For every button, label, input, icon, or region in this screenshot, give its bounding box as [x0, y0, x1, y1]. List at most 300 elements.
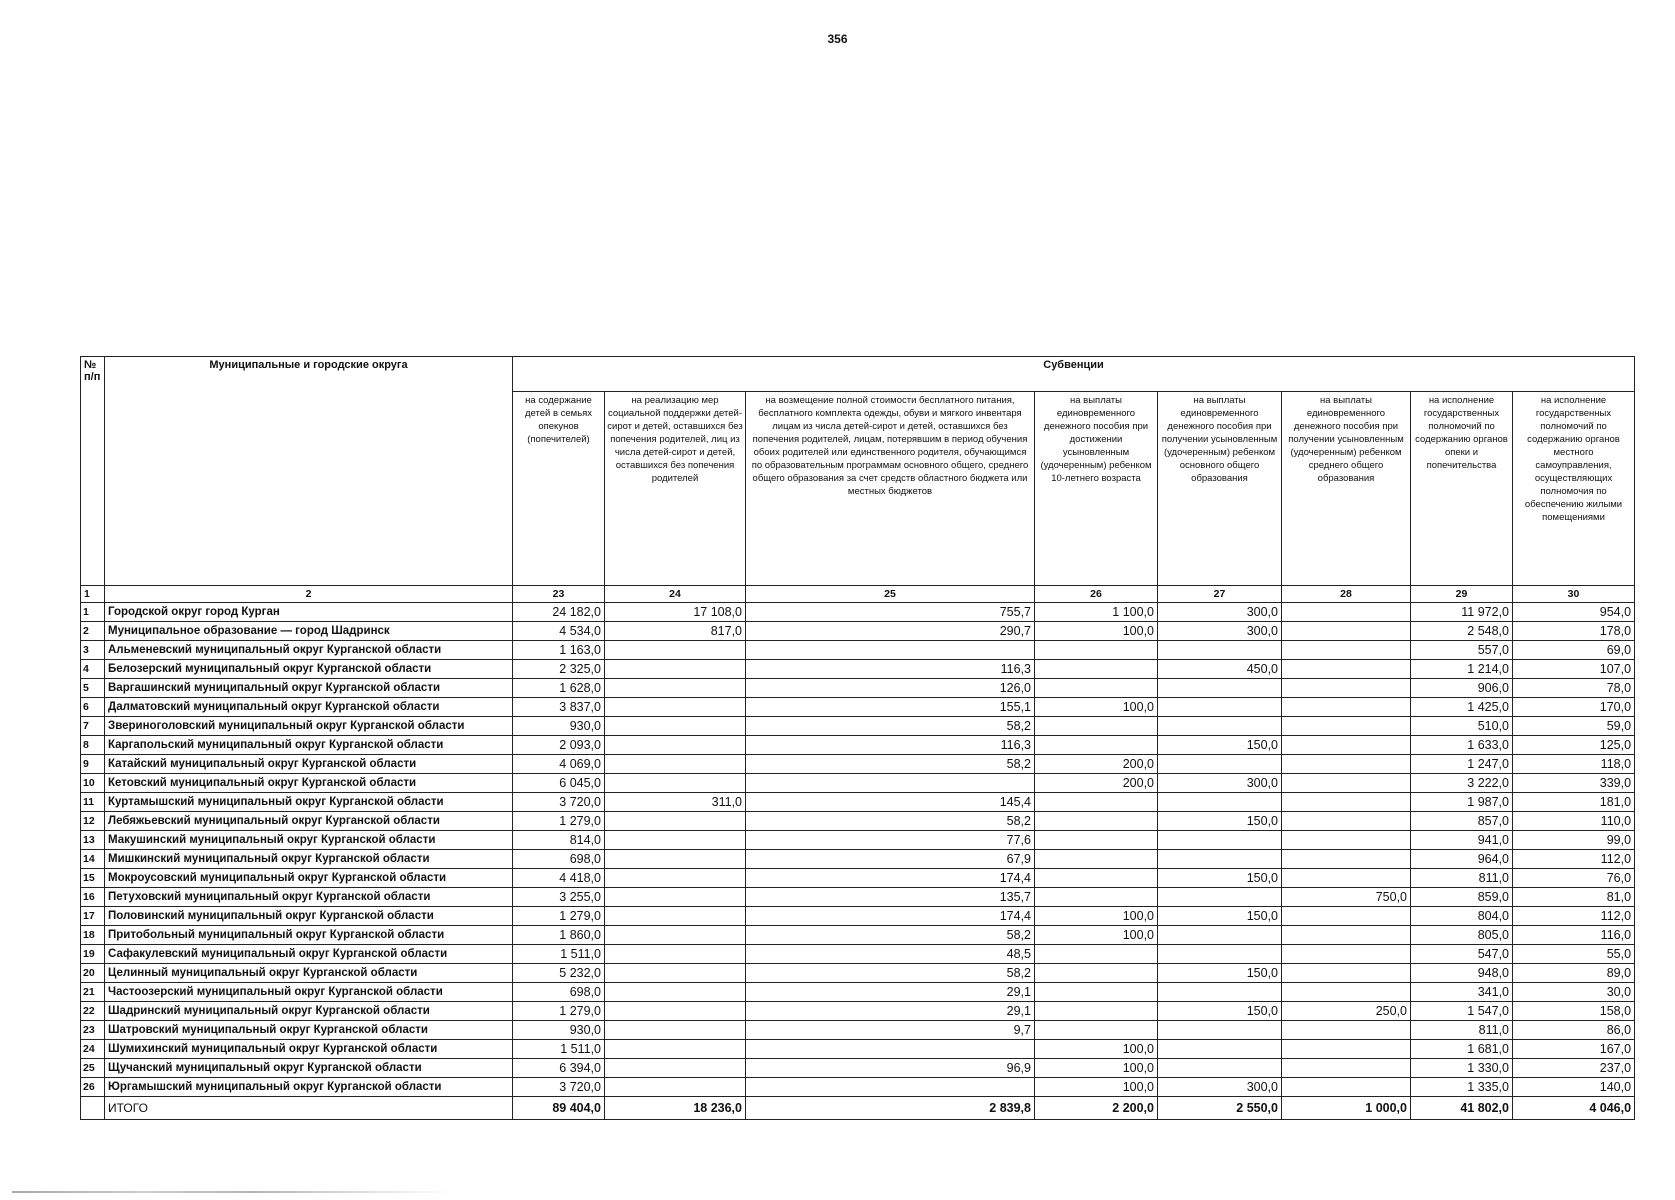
- value-cell: 1 511,0: [513, 945, 605, 964]
- table-row: [81, 964, 1635, 983]
- value-cell: [1282, 869, 1411, 888]
- header-no: № п/п: [81, 357, 105, 586]
- value-cell: [1035, 793, 1158, 812]
- column-number: 27: [1158, 586, 1282, 603]
- value-cell: 300,0: [1158, 603, 1282, 622]
- subventions-table: [80, 356, 1635, 1120]
- table-row: [81, 983, 1635, 1002]
- value-cell: 341,0: [1411, 983, 1513, 1002]
- value-cell: 76,0: [1513, 869, 1635, 888]
- value-cell: [1158, 679, 1282, 698]
- value-cell: 339,0: [1513, 774, 1635, 793]
- table-row: [81, 850, 1635, 869]
- value-cell: [1282, 1059, 1411, 1078]
- value-cell: [1158, 1059, 1282, 1078]
- value-cell: 116,3: [746, 660, 1035, 679]
- value-cell: 750,0: [1282, 888, 1411, 907]
- value-cell: [1282, 907, 1411, 926]
- value-cell: 17 108,0: [605, 603, 746, 622]
- row-number: 14: [81, 850, 105, 869]
- value-cell: 100,0: [1035, 1078, 1158, 1097]
- value-cell: 857,0: [1411, 812, 1513, 831]
- district-name: Макушинский муниципальный округ Курганской области: [105, 831, 513, 850]
- total-row: [81, 1097, 1635, 1120]
- value-cell: 112,0: [1513, 907, 1635, 926]
- table-row: [81, 736, 1635, 755]
- header-col-27: на выплаты единовременного денежного пособия при получении усыновленным (удочеренным) ребенком основного общего образования: [1158, 392, 1282, 586]
- value-cell: 67,9: [746, 850, 1035, 869]
- value-cell: 3 255,0: [513, 888, 605, 907]
- district-name: Притобольный муниципальный округ Курганской области: [105, 926, 513, 945]
- header-subventions: Субвенции: [513, 357, 1635, 392]
- total-value: 2 200,0: [1035, 1097, 1158, 1120]
- value-cell: 29,1: [746, 1002, 1035, 1021]
- table-row: [81, 698, 1635, 717]
- column-number: 23: [513, 586, 605, 603]
- total-value: 2 550,0: [1158, 1097, 1282, 1120]
- value-cell: 100,0: [1035, 926, 1158, 945]
- value-cell: 300,0: [1158, 1078, 1282, 1097]
- value-cell: [1035, 964, 1158, 983]
- row-number: 23: [81, 1021, 105, 1040]
- value-cell: [1035, 1021, 1158, 1040]
- value-cell: [746, 1078, 1035, 1097]
- value-cell: [1035, 945, 1158, 964]
- total-value: 1 000,0: [1282, 1097, 1411, 1120]
- value-cell: [1035, 888, 1158, 907]
- value-cell: [1282, 850, 1411, 869]
- row-number: 24: [81, 1040, 105, 1059]
- value-cell: [605, 736, 746, 755]
- district-name: Белозерский муниципальный округ Курганской области: [105, 660, 513, 679]
- total-row-no: [81, 1097, 105, 1120]
- value-cell: [1282, 793, 1411, 812]
- row-number: 12: [81, 812, 105, 831]
- value-cell: 150,0: [1158, 907, 1282, 926]
- value-cell: 150,0: [1158, 1002, 1282, 1021]
- value-cell: 3 720,0: [513, 1078, 605, 1097]
- row-number: 22: [81, 1002, 105, 1021]
- value-cell: 11 972,0: [1411, 603, 1513, 622]
- row-number: 8: [81, 736, 105, 755]
- table-row: [81, 831, 1635, 850]
- value-cell: 3 222,0: [1411, 774, 1513, 793]
- value-cell: [605, 717, 746, 736]
- value-cell: [1035, 869, 1158, 888]
- row-number: 5: [81, 679, 105, 698]
- header-districts: Муниципальные и городские округа: [105, 357, 513, 586]
- value-cell: 557,0: [1411, 641, 1513, 660]
- value-cell: [1158, 793, 1282, 812]
- row-number: 16: [81, 888, 105, 907]
- value-cell: [1035, 1002, 1158, 1021]
- total-value: 41 802,0: [1411, 1097, 1513, 1120]
- value-cell: 100,0: [1035, 1040, 1158, 1059]
- value-cell: [1158, 1021, 1282, 1040]
- value-cell: 547,0: [1411, 945, 1513, 964]
- value-cell: 930,0: [513, 717, 605, 736]
- district-name: Катайский муниципальный округ Курганской области: [105, 755, 513, 774]
- value-cell: 510,0: [1411, 717, 1513, 736]
- value-cell: [1035, 812, 1158, 831]
- district-name: Лебяжьевский муниципальный округ Курганской области: [105, 812, 513, 831]
- table-header: [81, 357, 1635, 603]
- value-cell: 698,0: [513, 850, 605, 869]
- value-cell: 1 633,0: [1411, 736, 1513, 755]
- header-col-26: на выплаты единовременного денежного пособия при достижении усыновленным (удочеренным) ребенком 10-летнего возраста: [1035, 392, 1158, 586]
- column-number: 2: [105, 586, 513, 603]
- column-number: 1: [81, 586, 105, 603]
- value-cell: 811,0: [1411, 869, 1513, 888]
- value-cell: 55,0: [1513, 945, 1635, 964]
- value-cell: 5 232,0: [513, 964, 605, 983]
- table-row: [81, 755, 1635, 774]
- district-name: Мокроусовский муниципальный округ Курганской области: [105, 869, 513, 888]
- subventions-table-container: [80, 356, 1634, 1120]
- value-cell: 1 425,0: [1411, 698, 1513, 717]
- value-cell: 96,9: [746, 1059, 1035, 1078]
- value-cell: 941,0: [1411, 831, 1513, 850]
- row-number: 25: [81, 1059, 105, 1078]
- page-number: 356: [827, 32, 848, 46]
- value-cell: [746, 1040, 1035, 1059]
- table-row: [81, 1040, 1635, 1059]
- value-cell: [1158, 641, 1282, 660]
- value-cell: [1282, 641, 1411, 660]
- row-number: 18: [81, 926, 105, 945]
- value-cell: 1 247,0: [1411, 755, 1513, 774]
- value-cell: [1158, 1040, 1282, 1059]
- value-cell: 817,0: [605, 622, 746, 641]
- value-cell: 250,0: [1282, 1002, 1411, 1021]
- value-cell: [605, 945, 746, 964]
- value-cell: 1 330,0: [1411, 1059, 1513, 1078]
- total-value: 89 404,0: [513, 1097, 605, 1120]
- table-body: [81, 603, 1635, 1097]
- value-cell: 805,0: [1411, 926, 1513, 945]
- district-name: Городской округ город Курган: [105, 603, 513, 622]
- value-cell: 99,0: [1513, 831, 1635, 850]
- value-cell: [1282, 1040, 1411, 1059]
- value-cell: [605, 983, 746, 1002]
- value-cell: [746, 641, 1035, 660]
- value-cell: 930,0: [513, 1021, 605, 1040]
- value-cell: 2 548,0: [1411, 622, 1513, 641]
- value-cell: 1 279,0: [513, 907, 605, 926]
- value-cell: [605, 660, 746, 679]
- value-cell: 58,2: [746, 812, 1035, 831]
- row-number: 7: [81, 717, 105, 736]
- column-number: 25: [746, 586, 1035, 603]
- value-cell: [1282, 1078, 1411, 1097]
- value-cell: 155,1: [746, 698, 1035, 717]
- row-number: 17: [81, 907, 105, 926]
- table-row: [81, 622, 1635, 641]
- value-cell: [1158, 983, 1282, 1002]
- value-cell: 126,0: [746, 679, 1035, 698]
- value-cell: 906,0: [1411, 679, 1513, 698]
- row-number: 11: [81, 793, 105, 812]
- table-row: [81, 1021, 1635, 1040]
- value-cell: 86,0: [1513, 1021, 1635, 1040]
- value-cell: 100,0: [1035, 698, 1158, 717]
- value-cell: 77,6: [746, 831, 1035, 850]
- value-cell: [1158, 945, 1282, 964]
- value-cell: 81,0: [1513, 888, 1635, 907]
- value-cell: [1158, 717, 1282, 736]
- value-cell: [1282, 812, 1411, 831]
- value-cell: 158,0: [1513, 1002, 1635, 1021]
- district-name: Альменевский муниципальный округ Курганской области: [105, 641, 513, 660]
- value-cell: 4 418,0: [513, 869, 605, 888]
- value-cell: [605, 850, 746, 869]
- value-cell: 1 681,0: [1411, 1040, 1513, 1059]
- value-cell: 100,0: [1035, 907, 1158, 926]
- value-cell: 112,0: [1513, 850, 1635, 869]
- value-cell: 150,0: [1158, 812, 1282, 831]
- value-cell: 145,4: [746, 793, 1035, 812]
- value-cell: [605, 1040, 746, 1059]
- table-row: [81, 907, 1635, 926]
- value-cell: 58,2: [746, 717, 1035, 736]
- table-row: [81, 812, 1635, 831]
- row-number: 3: [81, 641, 105, 660]
- district-name: Половинский муниципальный округ Курганской области: [105, 907, 513, 926]
- column-number: 29: [1411, 586, 1513, 603]
- value-cell: [605, 1021, 746, 1040]
- table-row: [81, 679, 1635, 698]
- value-cell: 69,0: [1513, 641, 1635, 660]
- value-cell: [1282, 717, 1411, 736]
- column-number: 24: [605, 586, 746, 603]
- value-cell: 59,0: [1513, 717, 1635, 736]
- value-cell: [605, 1002, 746, 1021]
- value-cell: [1035, 831, 1158, 850]
- value-cell: [1035, 717, 1158, 736]
- value-cell: [1158, 888, 1282, 907]
- district-name: Шадринский муниципальный округ Курганской области: [105, 1002, 513, 1021]
- value-cell: 698,0: [513, 983, 605, 1002]
- value-cell: [605, 1059, 746, 1078]
- value-cell: 1 628,0: [513, 679, 605, 698]
- value-cell: [605, 926, 746, 945]
- value-cell: 814,0: [513, 831, 605, 850]
- value-cell: [1282, 1021, 1411, 1040]
- value-cell: [605, 1078, 746, 1097]
- table-row: [81, 1002, 1635, 1021]
- value-cell: [1282, 774, 1411, 793]
- value-cell: 110,0: [1513, 812, 1635, 831]
- row-number: 4: [81, 660, 105, 679]
- value-cell: 29,1: [746, 983, 1035, 1002]
- value-cell: 3 720,0: [513, 793, 605, 812]
- row-number: 9: [81, 755, 105, 774]
- value-cell: [605, 774, 746, 793]
- value-cell: 48,5: [746, 945, 1035, 964]
- district-name: Сафакулевский муниципальный округ Курганской области: [105, 945, 513, 964]
- value-cell: [1282, 983, 1411, 1002]
- value-cell: [1282, 660, 1411, 679]
- district-name: Далматовский муниципальный округ Курганской области: [105, 698, 513, 717]
- district-name: Муниципальное образование — город Шадринск: [105, 622, 513, 641]
- value-cell: 811,0: [1411, 1021, 1513, 1040]
- total-value: 2 839,8: [746, 1097, 1035, 1120]
- value-cell: 118,0: [1513, 755, 1635, 774]
- row-number: 26: [81, 1078, 105, 1097]
- district-name: Звериноголовский муниципальный округ Курганской области: [105, 717, 513, 736]
- table-row: [81, 793, 1635, 812]
- column-number: 26: [1035, 586, 1158, 603]
- value-cell: 150,0: [1158, 736, 1282, 755]
- district-name: Частоозерский муниципальный округ Курганской области: [105, 983, 513, 1002]
- value-cell: [1035, 641, 1158, 660]
- value-cell: 1 100,0: [1035, 603, 1158, 622]
- district-name: Петуховский муниципальный округ Курганской области: [105, 888, 513, 907]
- value-cell: [605, 641, 746, 660]
- table-row: [81, 869, 1635, 888]
- row-number: 1: [81, 603, 105, 622]
- value-cell: [1282, 945, 1411, 964]
- value-cell: 6 045,0: [513, 774, 605, 793]
- value-cell: 1 163,0: [513, 641, 605, 660]
- district-name: Шумихинский муниципальный округ Курганской области: [105, 1040, 513, 1059]
- value-cell: [1158, 755, 1282, 774]
- value-cell: 1 987,0: [1411, 793, 1513, 812]
- header-col-29: на исполнение государственных полномочий по содержанию органов опеки и попечительства: [1411, 392, 1513, 586]
- header-col-30: на исполнение государственных полномочий по содержанию органов местного самоуправления, осуществляющих полномочия по обеспечению жилыми помещениями: [1513, 392, 1635, 586]
- value-cell: [1282, 679, 1411, 698]
- value-cell: [605, 831, 746, 850]
- value-cell: 290,7: [746, 622, 1035, 641]
- value-cell: 1 547,0: [1411, 1002, 1513, 1021]
- value-cell: 6 394,0: [513, 1059, 605, 1078]
- header-col-24: на реализацию мер социальной поддержки детей-сирот и детей, оставшихся без попечения родителей, лиц из числа детей-сирот и детей, оставшихся без попечения родителей: [605, 392, 746, 586]
- value-cell: 2 325,0: [513, 660, 605, 679]
- table-row: [81, 717, 1635, 736]
- value-cell: [1158, 926, 1282, 945]
- value-cell: [1282, 755, 1411, 774]
- value-cell: 1 279,0: [513, 812, 605, 831]
- value-cell: 237,0: [1513, 1059, 1635, 1078]
- row-number: 10: [81, 774, 105, 793]
- row-number: 13: [81, 831, 105, 850]
- value-cell: 1 335,0: [1411, 1078, 1513, 1097]
- table-row: [81, 641, 1635, 660]
- value-cell: 100,0: [1035, 622, 1158, 641]
- row-number: 6: [81, 698, 105, 717]
- value-cell: 4 534,0: [513, 622, 605, 641]
- value-cell: [1035, 679, 1158, 698]
- value-cell: [1158, 850, 1282, 869]
- value-cell: 300,0: [1158, 622, 1282, 641]
- value-cell: [1158, 831, 1282, 850]
- value-cell: 89,0: [1513, 964, 1635, 983]
- value-cell: 58,2: [746, 964, 1035, 983]
- value-cell: 178,0: [1513, 622, 1635, 641]
- district-name: Куртамышский муниципальный округ Курганской области: [105, 793, 513, 812]
- value-cell: 755,7: [746, 603, 1035, 622]
- value-cell: [1035, 660, 1158, 679]
- value-cell: [1282, 603, 1411, 622]
- value-cell: 1 511,0: [513, 1040, 605, 1059]
- district-name: Кетовский муниципальный округ Курганской области: [105, 774, 513, 793]
- value-cell: 58,2: [746, 926, 1035, 945]
- district-name: Юргамышский муниципальный округ Курганской области: [105, 1078, 513, 1097]
- value-cell: 2 093,0: [513, 736, 605, 755]
- value-cell: 24 182,0: [513, 603, 605, 622]
- value-cell: 300,0: [1158, 774, 1282, 793]
- value-cell: 4 069,0: [513, 755, 605, 774]
- column-number: 28: [1282, 586, 1411, 603]
- row-number: 15: [81, 869, 105, 888]
- table-row: [81, 1078, 1635, 1097]
- value-cell: 3 837,0: [513, 698, 605, 717]
- total-value: 4 046,0: [1513, 1097, 1635, 1120]
- value-cell: 1 279,0: [513, 1002, 605, 1021]
- column-number: 30: [1513, 586, 1635, 603]
- value-cell: [746, 774, 1035, 793]
- value-cell: [1282, 831, 1411, 850]
- value-cell: 954,0: [1513, 603, 1635, 622]
- table-row: [81, 660, 1635, 679]
- value-cell: 948,0: [1411, 964, 1513, 983]
- value-cell: 181,0: [1513, 793, 1635, 812]
- value-cell: 107,0: [1513, 660, 1635, 679]
- district-name: Мишкинский муниципальный округ Курганской области: [105, 850, 513, 869]
- table-row: [81, 945, 1635, 964]
- value-cell: 170,0: [1513, 698, 1635, 717]
- row-number: 21: [81, 983, 105, 1002]
- value-cell: [1282, 964, 1411, 983]
- header-col-25: на возмещение полной стоимости бесплатного питания, бесплатного комплекта одежды, обуви и мягкого инвентаря лицам из числа детей-сирот и детей, оставшихся без попечения родителей, лицам, потерявшим в период обучения обоих родителей или единственного родителя, обучающимся по образовательным программам основного общего, среднего общего образования за счет средств областного бюджета или местных бюджетов: [746, 392, 1035, 586]
- value-cell: 30,0: [1513, 983, 1635, 1002]
- header-col-23: на содержание детей в семьях опекунов (попечителей): [513, 392, 605, 586]
- value-cell: 125,0: [1513, 736, 1635, 755]
- value-cell: 804,0: [1411, 907, 1513, 926]
- total-value: 18 236,0: [605, 1097, 746, 1120]
- value-cell: 150,0: [1158, 869, 1282, 888]
- value-cell: 174,4: [746, 907, 1035, 926]
- table-row: [81, 774, 1635, 793]
- value-cell: 1 214,0: [1411, 660, 1513, 679]
- value-cell: [1035, 736, 1158, 755]
- table-row: [81, 888, 1635, 907]
- value-cell: 100,0: [1035, 1059, 1158, 1078]
- value-cell: [605, 755, 746, 774]
- value-cell: [1282, 622, 1411, 641]
- value-cell: 116,0: [1513, 926, 1635, 945]
- value-cell: 116,3: [746, 736, 1035, 755]
- value-cell: 450,0: [1158, 660, 1282, 679]
- district-name: Шатровский муниципальный округ Курганской области: [105, 1021, 513, 1040]
- district-name: Щучанский муниципальный округ Курганской области: [105, 1059, 513, 1078]
- row-number: 20: [81, 964, 105, 983]
- header-col-28: на выплаты единовременного денежного пособия при получении усыновленным (удочеренным) ребенком среднего общего образования: [1282, 392, 1411, 586]
- value-cell: 135,7: [746, 888, 1035, 907]
- district-name: Каргапольский муниципальный округ Курганской области: [105, 736, 513, 755]
- table-row: [81, 926, 1635, 945]
- value-cell: [1282, 698, 1411, 717]
- value-cell: 200,0: [1035, 755, 1158, 774]
- value-cell: 174,4: [746, 869, 1035, 888]
- value-cell: [1035, 983, 1158, 1002]
- value-cell: [1035, 850, 1158, 869]
- value-cell: [605, 907, 746, 926]
- value-cell: 78,0: [1513, 679, 1635, 698]
- value-cell: [605, 812, 746, 831]
- value-cell: 311,0: [605, 793, 746, 812]
- value-cell: 58,2: [746, 755, 1035, 774]
